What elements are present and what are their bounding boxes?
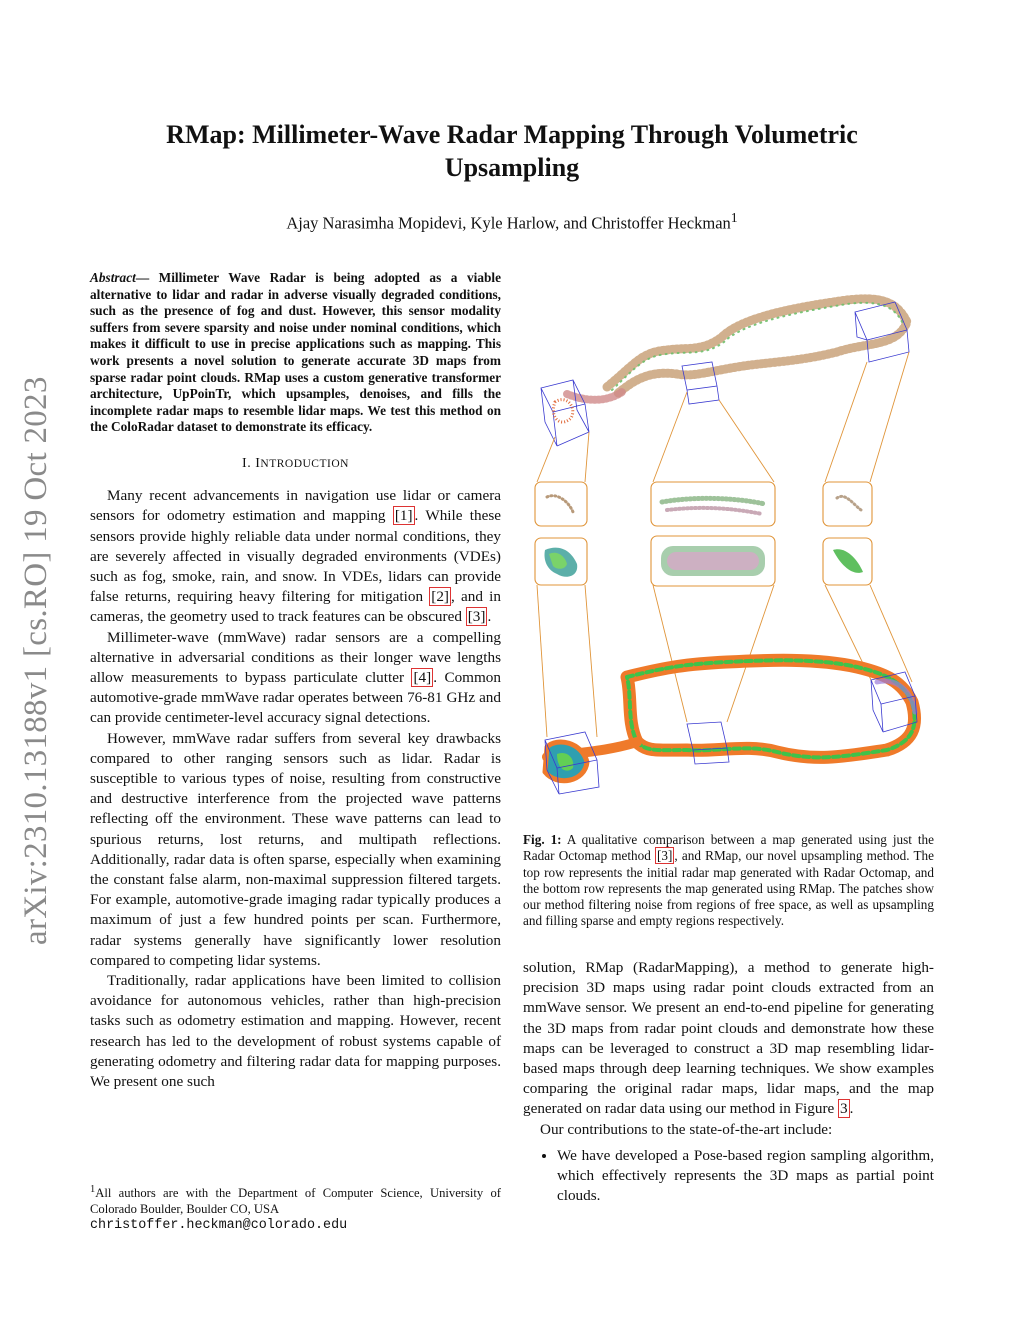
figure-link[interactable]: 3 [840,1100,848,1118]
citation-link[interactable]: [3] [657,848,673,864]
intro-paragraph-1 [90,486,501,627]
sampling-boxes-bottom [545,672,917,794]
intro-paragraph-4: Traditionally, radar applications have been limited to collision avoidance for autonomous vehicles, rather than high-precision tasks such as odometry estimation and mapping. However, recent research has led to the development of robust systems capable of generating odometry and filtering radar data for mapping purposes. We present one such [90,972,501,1091]
section-number: I. [242,455,256,471]
text-run: . [849,1100,854,1118]
citation-link[interactable]: [4] [413,668,432,686]
text-run: Millimeter-wave (mmWave) radar sensors are a compelling alternative in adversarial conditions as their longer wave lengths allow measurements to bypass particulate clutter [90,628,501,686]
figure-label: Fig. 1: [523,832,562,847]
section-title-rest: NTRODUCTION [260,457,349,470]
figure-radar-map-comparison [527,282,937,812]
abstract-label: Abstract [90,270,136,285]
text-run: . Common automotive-grade mmWave radar operates between 76-81 GHz and can provide centimeter-level accuracy signal detections. [90,668,501,727]
intro-paragraph-2 [90,628,501,729]
arxiv-stamp: arXiv:2310.13188v1 [cs.RO] 19 Oct 2023 [18,376,54,945]
sampling-boxes-top [541,302,909,446]
contributions-list [523,1146,934,1207]
text-run: solution, RMap (RadarMapping), a method to generate high-precision 3D maps using radar point clouds extracted from an mmWave sensor. We present an end-to-end pipeline for generating the 3D maps from radar point clouds and demonstrate how these maps can be leveraged to construct a 3D map resembling lidar-based maps through deep learning techniques. We show examples comparing the original radar maps, lidar maps, and the map generated on radar data using our method in Figure [523,959,934,1118]
citation-link[interactable]: [1] [394,507,413,525]
text-run: , and in cameras, the geometry used to track features can be obscured [90,588,501,626]
left-column [90,270,501,1092]
section-heading-introduction [90,454,501,474]
citation-link[interactable]: [2] [431,588,449,606]
rmap-map [545,660,915,780]
text-run: A qualitative comparison between a map generated using just the Radar Octomap method [523,832,934,864]
figure-caption [523,832,934,930]
author-affiliation-mark: 1 [730,210,738,225]
text-run: , and RMap, our novel upsampling method. The top row represents the initial radar map generated with Radar Octomap, and the bottom row represents the map generated using RMap. The patches show our method filtering noise from regions of free space, as well as upsampling and filling sparse and empty regions respectively. [523,848,934,929]
citation-link[interactable]: [3] [467,608,486,626]
author-names: Ajay Narasimha Mopidevi, Kyle Harlow, and Christoffer Heckman [286,213,731,233]
author-line [120,210,904,234]
list-item: • We have developed a Pose-based region sampling algorithm, which effectively represents the 3D maps as partial point clouds. [557,1146,934,1207]
abstract [90,270,501,436]
right-paragraph-1 [523,958,934,1120]
footnote-mark: 1 [90,1184,96,1195]
intro-paragraph-3: However, mmWave radar suffers from several key drawbacks compared to other ranging sensors such as lidar. Radar is susceptible to various types of noise, resulting from constructive and destructive interference from the projected wave patterns reflecting off the environment. These wave patterns can lead to spurious returns, lost returns, and multipath reflections. Additionally, radar data is often sparse, especially when examining the constant false alarm, non-maximal suppression filtered targets. For example, automotive-grade imaging radar typically produces a maximum of just a few hundred points per scan. Furthermore, radar systems generally have significantly lower resolution compared to competing lidar systems. [90,729,501,969]
footnote-email: christoffer.heckman@colorado.edu [90,1218,348,1234]
text-run: Many recent advancements in navigation use lidar or camera sensors for odometry estimation and mapping [90,487,501,525]
right-paragraph-2: Our contributions to the state-of-the-art include: [540,1120,833,1138]
right-column [523,958,934,1206]
footnote [90,1182,501,1234]
footnote-text: All authors are with the Department of Computer Science, University of Colorado Boulder, Boulder CO, USA [90,1186,501,1216]
text-run: . [487,608,492,626]
section-title-initial: I [255,455,261,471]
abstract-text: — Millimeter Wave Radar is being adopted as a viable alternative to lidar and radar in adverse visually degraded conditions, such as the presence of fog and dust. However, this sensor modality suffers from severe sparsity and noise under nominal conditions, which makes it difficult to use in precise applications such as mapping. This work presents a novel solution to generate accurate 3D maps from sparse radar point clouds. RMap uses a custom generative transformer architecture, UpPoinTr, which upsamples, denoises, and fills the incomplete radar maps to resemble lidar maps. We test this method on the ColoRadar dataset to demonstrate its efficacy. [90,270,501,435]
paper-title: RMap: Millimeter-Wave Radar Mapping Through Volumetric Upsampling [166,120,858,182]
text-run: . While these sensors provide highly reliable data under normal conditions, they are severely affected in visually degraded environments (VDEs) such as fog, smoke, rain, and snow. In VDEs, lidars can provide false returns, requiring heavy filtering for mitigation [90,507,501,606]
